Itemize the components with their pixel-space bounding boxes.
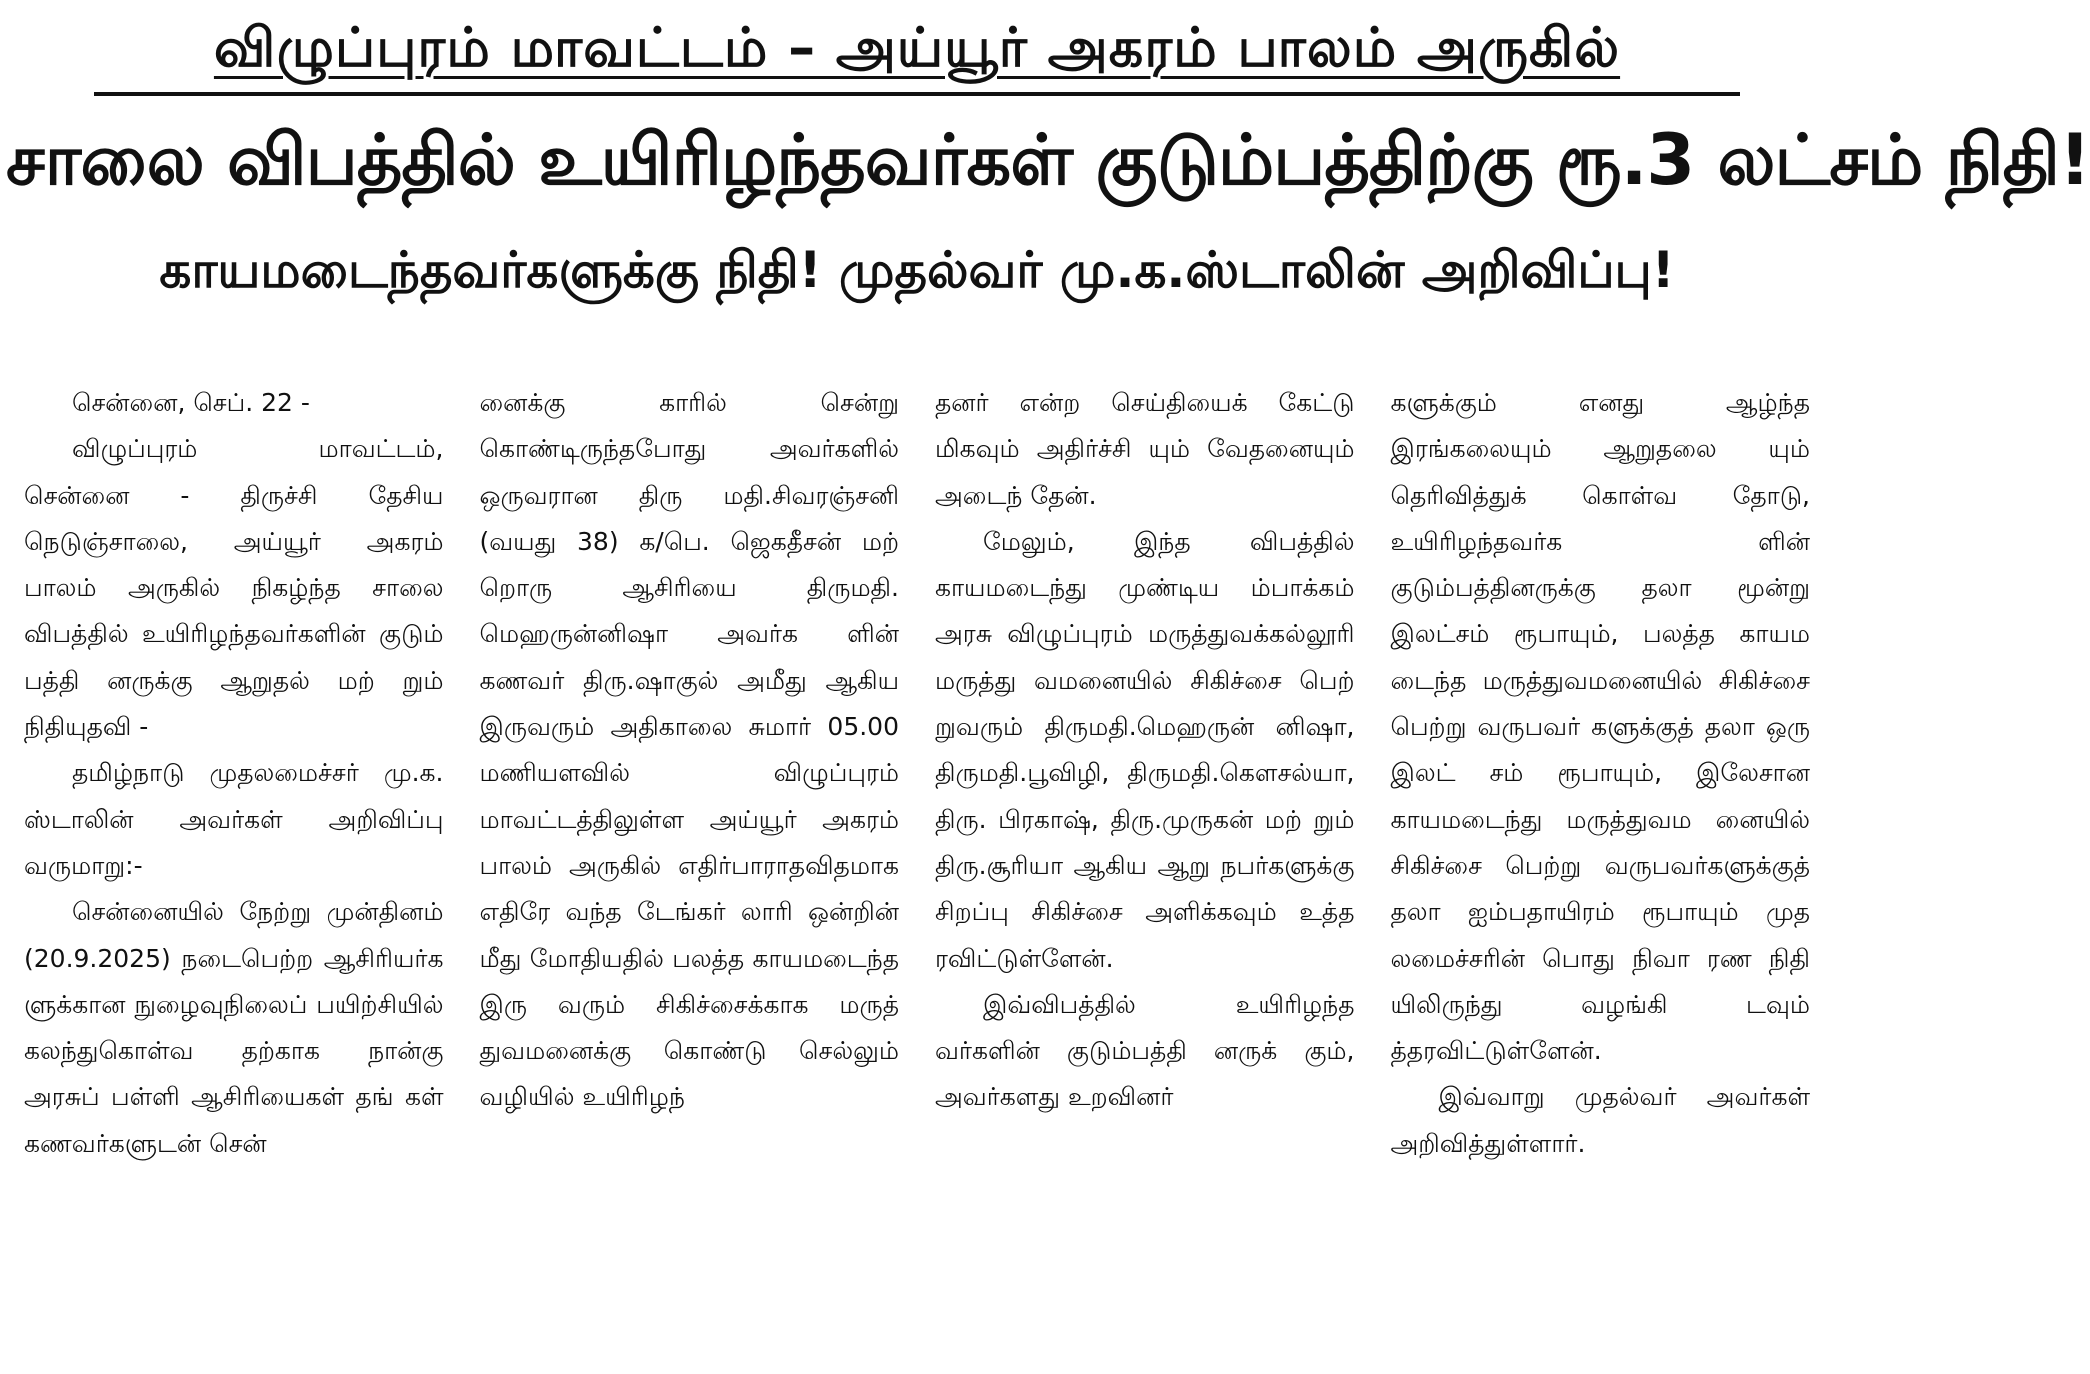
article-column-1 [6, 380, 462, 1374]
article-paragraph: தனர் என்ற செய்தியைக் கேட்டு மிகவும் அதிர்ச்சி யும் வேதனையும் அடைந் தேன். [935, 388, 1355, 510]
subheadline: காயமடைந்தவர்களுக்கு நிதி! முதல்வர் மு.க.ஸ்டாலின் அறிவிப்பு! [159, 241, 1675, 299]
article-column-3 [917, 380, 1373, 1374]
article-paragraph: இவ்விபத்தில் உயிரிழந்த வர்களின் குடும்பத்தி னருக் கும், அவர்களது உறவினர் [935, 989, 1355, 1112]
article-paragraph: விழுப்புரம் மாவட்டம், சென்னை - திருச்சி தேசிய நெடுஞ்சாலை, அய்யூர் அகரம் பாலம் அருகில் நிகழ்ந்த சாலை விபத்தில் உயிரிழந்தவர்களின் குடும் பத்தி னருக்கு ஆறுதல் மற் றும் நிதியுதவி - [24, 434, 444, 742]
article-paragraph: மேலும், இந்த விபத்தில் காயமடைந்து முண்டிய ம்பாக்கம் அரசு விழுப்புரம் மருத்துவக்கல்லூரி மருத்து வமனையில் சிகிச்சை பெற் றுவரும் திருமதி.மெஹருன் னிஷா, திருமதி.பூவிழி, திருமதி.கௌசல்யா, திரு. பிரகாஷ், திரு.முருகன் மற் றும் திரு.சூரியா ஆகிய ஆறு நபர்களுக்கு சிறப்பு சிகிச்சை அளிக்கவும் உத்த ரவிட்டுள்ளேன். [935, 526, 1355, 973]
article-paragraph: தமிழ்நாடு முதலமைச்சர் மு.க. ஸ்டாலின் அவர்கள் அறிவிப்பு வருமாறு:- [24, 758, 444, 880]
dateline-paragraph: சென்னை, செப். 22 - [72, 388, 310, 417]
article-paragraph: னைக்கு காரில் சென்று கொண்டிருந்தபோது அவர்களில் ஒருவரான திரு மதி.சிவரஞ்சனி (வயது 38) க/பெ. ஜெகதீசன் மற் றொரு ஆசிரியை திருமதி. மெஹருன்னிஷா அவர்க ளின் கணவர் திரு.ஷாகுல் அமீது ஆகிய இருவரும் அதிகாலை சுமார் 05.00 மணியளவில் விழுப்புரம் மாவட்டத்திலுள்ள அய்யூர் அகரம் பாலம் அருகில் எதிர்பாராதவிதமாக எதிரே வந்த டேங்கர் லாரி ஒன்றின் மீது மோதியதில் பலத்த காயமடைந்த இரு வரும் சிகிச்சைக்காக மருத் துவமனைக்கு கொண்டு செல்லும் வழியில் உயிரிழந் [479, 388, 899, 1112]
article-paragraph: களுக்கும் எனது ஆழ்ந்த இரங்கலையும் ஆறுதலை யும் தெரிவித்துக் கொள்வ தோடு, உயிரிழந்தவர்க ளின் குடும்பத்தினருக்கு தலா மூன்று இலட்சம் ரூபாயும், பலத்த காயம டைந்த மருத்துவமனையில் சிகிச்சை பெற்று வருபவர் களுக்குத் தலா ஒரு இலட் சம் ரூபாயும், இலேசான காயமடைந்து மருத்துவம னையில் சிகிச்சை பெற்று வருபவர்களுக்குத் தலா ஐம்பதாயிரம் ரூபாயும் முத லமைச்சரின் பொது நிவா ரண நிதி யிலிருந்து வழங்கி டவும் த்தரவிட்டுள்ளேன். [1390, 388, 1810, 1066]
article-body [6, 380, 1828, 1374]
closing-paragraph: இவ்வாறு முதல்வர் அவர்கள் அறிவித்துள்ளார். [1390, 1082, 1810, 1158]
kicker-line [6, 0, 1828, 92]
headline: சாலை விபத்தில் உயிரிழந்தவர்கள் குடும்பத்திற்கு ரூ.3 லட்சம் நிதி! [6, 119, 2090, 201]
article-column-4 [1373, 380, 1829, 1374]
article-paragraph: சென்னையில் நேற்று முன்தினம் (20.9.2025) நடைபெற்ற ஆசிரியர்க ளுக்கான நுழைவுநிலைப் பயிற்சியில் கலந்துகொள்வ தற்காக நான்கு அரசுப் பள்ளி ஆசிரியைகள் தங் கள் கணவர்களுடன் சென் [24, 897, 444, 1158]
article-column-2 [462, 380, 918, 1374]
kicker-text: விழுப்புரம் மாவட்டம் – அய்யூர் அகரம் பாலம் அருகில் [213, 16, 1621, 79]
